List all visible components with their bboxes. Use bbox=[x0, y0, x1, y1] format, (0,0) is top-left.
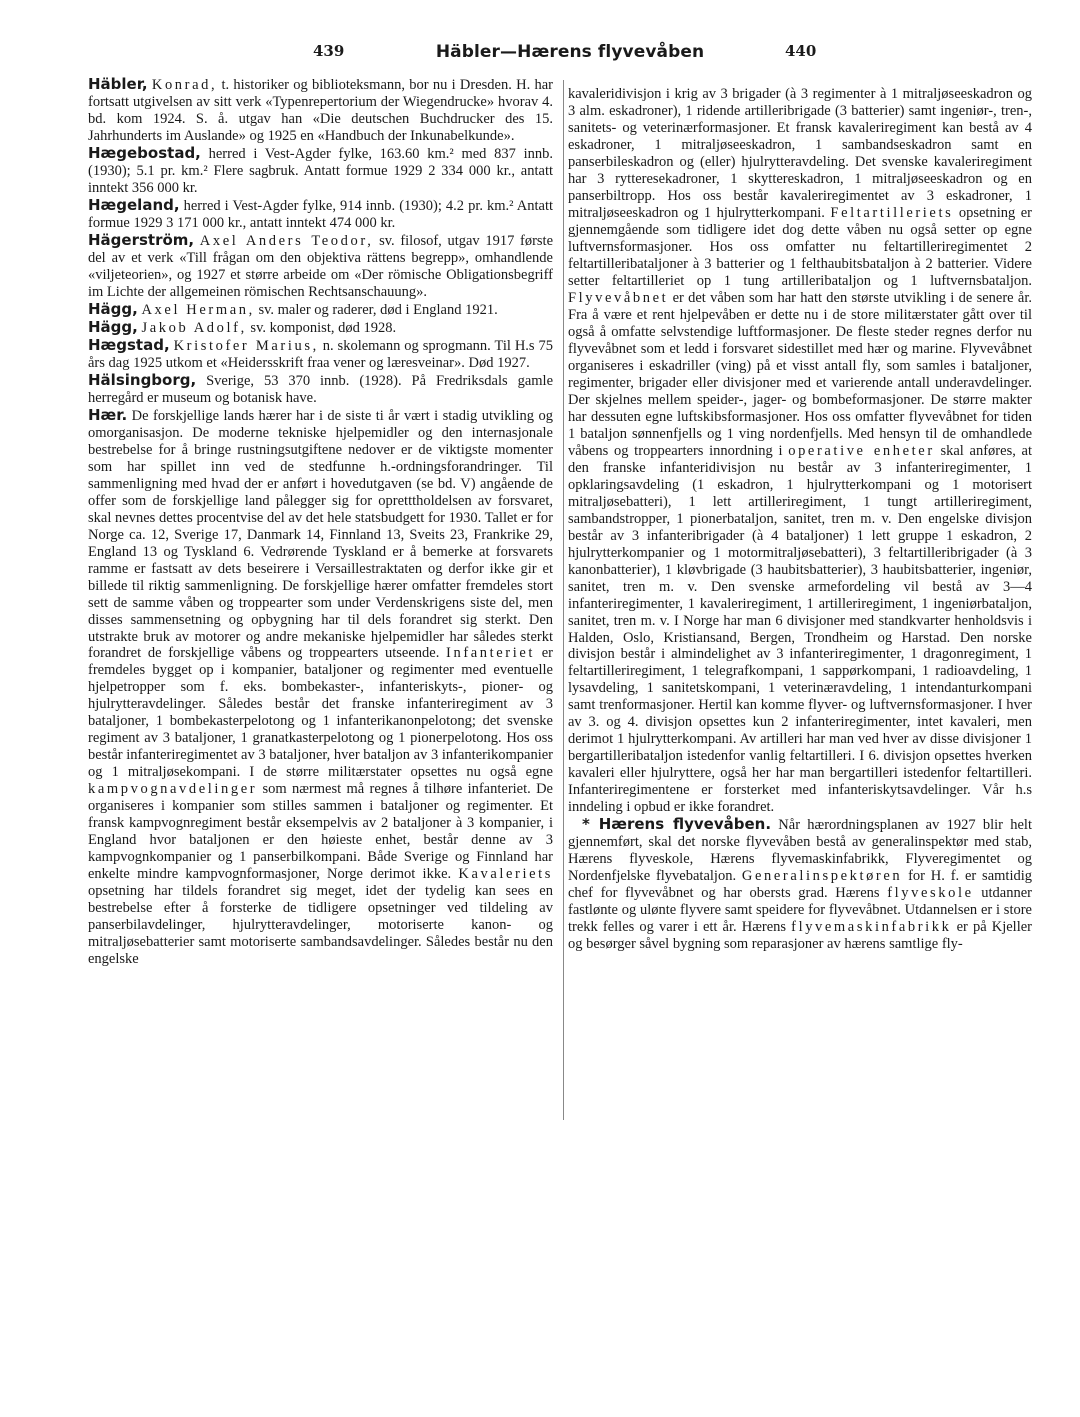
entry-text: opsetning har tildels forandret sig meget, idet der tydelig kan sees en bestrebelse efter å forsterke de tidligere opsetninger ved tildeling av panserbilavdelinger, hjulrytteravdelinger, motoriserte kanon- og mitraljøsebatterier samt motoriserte sambandsavdelinger. Således består nu den engelske bbox=[88, 883, 553, 968]
entry-text: herred i Vest-Agder fylke, 914 innb. (1930); 4.2 pr. km.² Antatt formue 1929 3 171 000 kr., antatt inntekt 474 000 kr. bbox=[88, 197, 553, 231]
entry-haegstad bbox=[88, 337, 553, 372]
spaced-term: Generalinspektøren bbox=[741, 868, 903, 885]
entry-haegebostad bbox=[88, 145, 553, 197]
entry-text: som nærmest må regnes å tilhøre infanteriet. De organiseres i kompanier som stilles sammen i bataljoner og regimenter. Et fransk kampvognregiment består eksempelvis av 2 bataljoner à 3 kompanier, i England hvor bataljonen er den høieste enhet, består denne av 3 kampvognkompanier og 1 panserbilkompani. Både Sverige og Finnland har enkelte mindre kampvognformasjoner, Norge derimot ikke. bbox=[88, 781, 553, 883]
entry-text: kavaleridivisjon i krig av 3 brigader (à 3 regimenter à 1 mitraljøseeskadron og 3 alm. eskadroner), 1 ridende artilleribrigade (3 batterier) samt ingeniør-, tren-, sanitets- og veterinærformasjoner. Et fransk kavaleriregiment kan bestå av 4 eskadroner, 1 mitraljøseeskadron, 1 sambandseskadron samt en panserbileskadron og (eller) hjulrytteravdeling. Det svenske kavaleriregiment har 3 rytteresekadroner, 1 skyttereskadron, 1 mitraljøseeskadron og en panserbiltropp. Hos oss består kavaleriregimentet av 3 eskadroner, 1 mitraljøseeskadron og 1 hjulrytterkompani. bbox=[568, 86, 1032, 221]
entry-text: Når hærordningsplanen av 1927 blir helt gjennemført, skal det norske flyvevåben bestå av generalinspektør med stab, Hærens flyveskole, Hærens flyvemaskinfabrikk, Flyveregimentet og Nordenfjelske flyvebataljon. bbox=[568, 817, 1032, 885]
spaced-name: Jakob Adolf, bbox=[141, 319, 247, 336]
entry-text: herred i Vest-Agder fylke, 163.60 km.² med 837 innb. (1930); 5.1 pr. km.² Flere sagbruk. Antatt formue 1929 2 334 000 kr., antatt inntekt 356 000 kr. bbox=[88, 145, 553, 196]
spaced-name: Axel Herman, bbox=[141, 301, 255, 318]
page-number-right: 440 bbox=[785, 42, 817, 60]
entry-haer bbox=[88, 407, 553, 968]
headword: Häbler, bbox=[88, 75, 148, 93]
spaced-name: Konrad, bbox=[151, 77, 218, 93]
entry-text: er fremdeles bygget op i kompanier, bataljoner og regimenter med eventuelle hjelpetropper som f. eks. bombekaster-, infanteriskyts-, pioner- og hjulrytteravdelinger. Således består det franske infanteriregiment av 3 bataljoner, 1 bombekasterpelotong og 1 infanterikanonpelotong; det svenske regiment av 3 bataljoner, 1 granatkasterpelotong og 1 pionerpelotong. Hos oss består infanteriregimentet av 3 bataljoner, hver bataljon av 3 infanterikompanier og 1 mitraljøsekompani. I de større militærstater opsettes nu også egne bbox=[88, 645, 553, 781]
entry-text: Sverige, 53 370 innb. (1928). På Fredriksdals gamle herregård er museum og botanisk have. bbox=[88, 372, 553, 406]
spaced-term: Feltartilleriets bbox=[830, 204, 954, 221]
spaced-term: flyvemaskinfabrikk bbox=[791, 919, 952, 936]
entry-habler bbox=[88, 76, 553, 145]
right-column bbox=[568, 86, 1032, 953]
entry-text: opsetning er gjennemgående som tidligere idet dog dette våben nu også setter op egne luftvernsformasjoner. Hos oss omfatter nu feltartilleriregimentet 2 feltartilleribataljoner à 3 batterier og 1 felthaubitsbataljon à 2 batterier. Videre setter feltartilleriet op 1 tung artilleribataljon og 1 luftvernsbataljon. bbox=[568, 204, 1032, 289]
headword: Hägerström, bbox=[88, 230, 195, 249]
entry-hagg-jakob bbox=[88, 319, 553, 337]
entry-text: utdanner fastlønte og ulønte flyvere samt speidere for flyvevåbnet. Utdannelsen er i store trekk felles og varer i ett år. Hærens bbox=[568, 885, 1032, 936]
headword: Hær. bbox=[88, 405, 128, 424]
headword: Hægeland, bbox=[88, 195, 180, 214]
entry-text: sv. filosof, utgav 1917 første del av et verk «Till frågan om den objektiva rättens begrepp», omhandlende «viljeteorien», og 1927 et større arbeide om «Der römische Obligationsbegriff im Lichte der allgemeinen römischen Rechtsanschauung». bbox=[88, 232, 553, 300]
entry-text: n. skolemann og sprogmann. Til H.s 75 års dag 1925 utkom et «Heidersskrift fraa vener og læresveinar». Død 1927. bbox=[88, 337, 553, 371]
headword: Hægebostad, bbox=[88, 143, 201, 162]
page-number-left: 439 bbox=[313, 42, 345, 60]
entry-text: sv. komponist, død 1928. bbox=[246, 319, 397, 336]
spaced-term: Flyvevåbnet bbox=[568, 289, 669, 306]
running-title: Häbler—Hærens flyvevåben bbox=[435, 42, 705, 62]
entry-hagerstrom bbox=[88, 232, 553, 301]
entry-halsingborg bbox=[88, 372, 553, 407]
spaced-name: Kristofer Marius, bbox=[173, 337, 319, 354]
column-divider bbox=[563, 80, 564, 1120]
headword: Hägg, bbox=[88, 317, 138, 336]
entry-text: er på Kjeller og besørger såvel bygning som reparasjoner av hærens samtlige fly- bbox=[568, 919, 1032, 953]
spaced-name: Axel Anders Teodor, bbox=[199, 232, 374, 249]
entry-hagg-axel bbox=[88, 301, 553, 319]
headword: Hægstad, bbox=[88, 335, 170, 354]
spaced-term: operative enheter bbox=[788, 442, 935, 459]
entry-text: er det våben som har hatt den største utvikling i de senere år. Fra å være et rent hjelpevåben er dette nu i de store militærstater gått over til også å omfatte selvstendige luftformasjoner. De fleste steder regnes derfor nu flyvevåbnet som et ledd i forsvaret sidestillet med hær og marine. Flyvevåbnet organiseres i eskadriller (ving) på et visst antall fly, som samles i bataljoner, regimenter, brigader eller divisjoner med et varierende antall underavdelinger. Der skjelnes mellem speider-, jager- og bombeformasjoner. De større makter har dessuten egne luftskibsformasjoner. Hos oss omfatter flyvevåbnet for tiden 1 bataljon sønnenfjells og 1 ving nordenfjells. Med hensyn til de omhandlede våbens og troppearters innordning i bbox=[568, 289, 1032, 459]
spaced-term: kampvognavdelinger bbox=[88, 781, 258, 798]
entry-text: for H. f. er samtidig chef for flyvevåbnet og har obersts grad. Hærens bbox=[568, 868, 1032, 902]
spaced-term: flyveskole bbox=[887, 885, 974, 902]
headword: * Hærens flyvevåben. bbox=[582, 815, 772, 834]
entry-text: t. historiker og biblioteksmann, bor nu i Dresden. H. har fortsatt utgivelsen av sitt verk «Typenrepertorium der Wiegendrucke» hvorav 4. bd. kom 1924. S. å. utgav han «Die deutschen Buchdrucker des 15. Jahrhunderts im Auslande» og 1925 en «Handbuch der Inkunabelkunde». bbox=[88, 77, 553, 144]
page-header bbox=[0, 42, 1080, 64]
entry-text: sv. maler og raderer, død i England 1921. bbox=[254, 301, 498, 318]
entry-haegeland bbox=[88, 197, 553, 232]
entry-text: De forskjellige lands hærer har i de siste ti år vært i stadig utvikling og omorganisasjon. De moderne tekniske hjelpemidler og den internasjonale bestrebelse for å bringe rustningsutgiftene nedover er de viktigste momenter som har spillet inn ved de stedfunne h.-ordningsforandringer. Til sammenligning med hvad der er anført i hovedutgaven (se bd. V) angående de offer som de forskjellige land pålegger sig for opretttholdelsen av forsvaret, skal nevnes dettes procentvise del av det hele statsbudgett for 1930. Tallet er for Norge ca. 12, Sverige 17, Danmark 14, Finnland 13, Sveits 23, Frankrike 29, England 13 og Tyskland 6. Vedrørende Tyskland er å bemerke at forsvarets ramme er fastsatt av dets beseirere i Versaillestraktaten og derfor ikke gir et billede til riktig sammenligning. De forskjellige hærer omfatter fremdeles stort sett de samme våben og troppearter som under Verdenskrigens siste del, men disses sammensetning og opbygning har til dels forandret sig sterkt. Den utstrakte bruk av motorer og andre mekaniske hjelpemidler har således sterkt forandret de forskjellige våbens og troppearters utseende. bbox=[88, 407, 553, 662]
headword: Hälsingborg, bbox=[88, 370, 197, 389]
entry-haer-continued bbox=[568, 86, 1032, 816]
entry-haerens-flyvevaben bbox=[568, 816, 1032, 953]
left-column bbox=[88, 76, 553, 968]
headword: Hägg, bbox=[88, 299, 138, 318]
spaced-term: Kavaleriets bbox=[458, 866, 553, 883]
entry-text: skal anføres, at den franske infanteridivisjon nu består av 3 infanteriregimenter, 1 opklaringsavdeling (1 eskadron, 1 hjulrytterkompani og 1 motorisert mitraljøsebatteri), 1 lett artilleriregiment, 1 tungt artilleriregiment, sambandstropper, 1 pionerbataljon, sanitet, tren m. v. Den engelske divisjon består av 3 infanteribrigader (à 4 bataljoner) 1 lett gruppe 1 eskadron, 2 hjulrytterkompanier og 1 motormitraljøsebatteri), 3 feltartilleribrigader (à 3 kanonbatterier), 1 kløvbrigade (3 haubitsbatterier), 3 haubitsbatterier, ingeniør, sanitet, tren m. v. Den svenske armefordeling vil bestå av 3—4 infanteriregimenter, 1 kavaleriregiment, 1 artilleriregiment, 1 ingeniørbataljon, sanitet, tren m. v. I Norge har man 6 divisjoner med standkvarter henholdsvis i Halden, Oslo, Kristiansand, Bergen, Trondheim og Harstad. Den norske divisjon består i almindelighet av 3 infanteriregimenter, 1 dragonregiment, 1 feltartilleriregiment, 1 telegrafkompani, 1 sappørkompani, 1 radioavdeling, 1 lysavdeling, 1 sanitetskompani, 1 veterinæravdeling, 1 intendanturkompani samt trenformasjoner. Hertil kan komme flyver- og luftvernsformasjoner. I hver av 3. og 4. divisjon opsettes kun 2 infanteriregimenter, intet kavaleri, men derimot 1 hjulrytterkompani. Av artilleri har man ved hver av disse divisjoner 1 bergartilleribataljon istedenfor vanlig feltartilleri. I 6. divisjon opsettes hverken kavaleri eller hjulryttere, også her har man bergartilleri istedenfor feltartilleri. Infanteriregimentene er forsterket med infanteriskytsavdelinger. Vår h.s inndeling i opbud er ikke forandret. bbox=[568, 442, 1033, 816]
spaced-term: Infanteriet bbox=[446, 645, 536, 662]
